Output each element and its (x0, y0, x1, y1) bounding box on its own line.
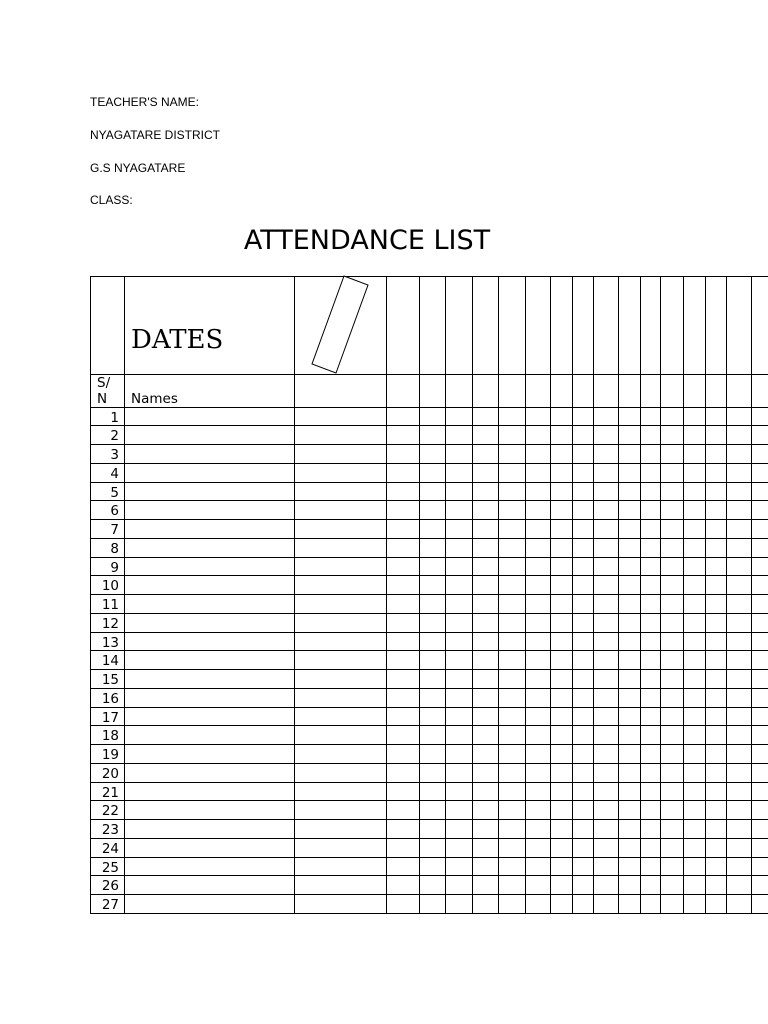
row-number: 15 (101, 672, 119, 688)
row-number: 14 (101, 653, 119, 669)
row-number: 12 (101, 616, 119, 632)
names-label: Names (131, 391, 178, 407)
page-title: ATTENDANCE LIST (243, 225, 491, 256)
row-number: 23 (101, 822, 119, 838)
tilted-box-shape (312, 276, 368, 373)
row-number: 9 (110, 560, 119, 576)
row-number: 27 (101, 897, 119, 913)
row-number: 17 (101, 710, 119, 726)
row-number: 2 (110, 428, 119, 444)
row-number: 4 (110, 466, 119, 482)
row-number: 24 (101, 841, 119, 857)
row-number: 6 (110, 503, 119, 519)
row-number: 22 (101, 803, 119, 819)
table-grid (90, 276, 768, 914)
row-number: 10 (101, 578, 119, 594)
row-number: 16 (101, 691, 119, 707)
sn-label-bottom: N (97, 391, 108, 407)
row-number: 25 (101, 860, 119, 876)
row-number: 7 (110, 522, 119, 538)
row-number: 8 (110, 541, 119, 557)
row-number: 13 (101, 635, 119, 651)
district-label: NYAGATARE DISTRICT (90, 128, 221, 142)
teacher-name-label: TEACHER'S NAME: (90, 95, 199, 109)
class-label: CLASS: (90, 193, 133, 207)
school-label: G.S NYAGATARE (90, 161, 186, 175)
sn-label-top: S/ (97, 375, 111, 391)
dates-label: DATES (131, 325, 224, 355)
row-number: 1 (110, 410, 119, 426)
row-number: 5 (110, 485, 119, 501)
row-number: 3 (110, 447, 119, 463)
row-number: 19 (101, 747, 119, 763)
row-number: 26 (101, 878, 119, 894)
row-numbers (102, 410, 119, 913)
row-number: 21 (101, 785, 119, 801)
attendance-table (90, 276, 768, 916)
row-number: 18 (101, 728, 119, 744)
row-number: 20 (101, 766, 119, 782)
row-number: 11 (101, 597, 119, 613)
